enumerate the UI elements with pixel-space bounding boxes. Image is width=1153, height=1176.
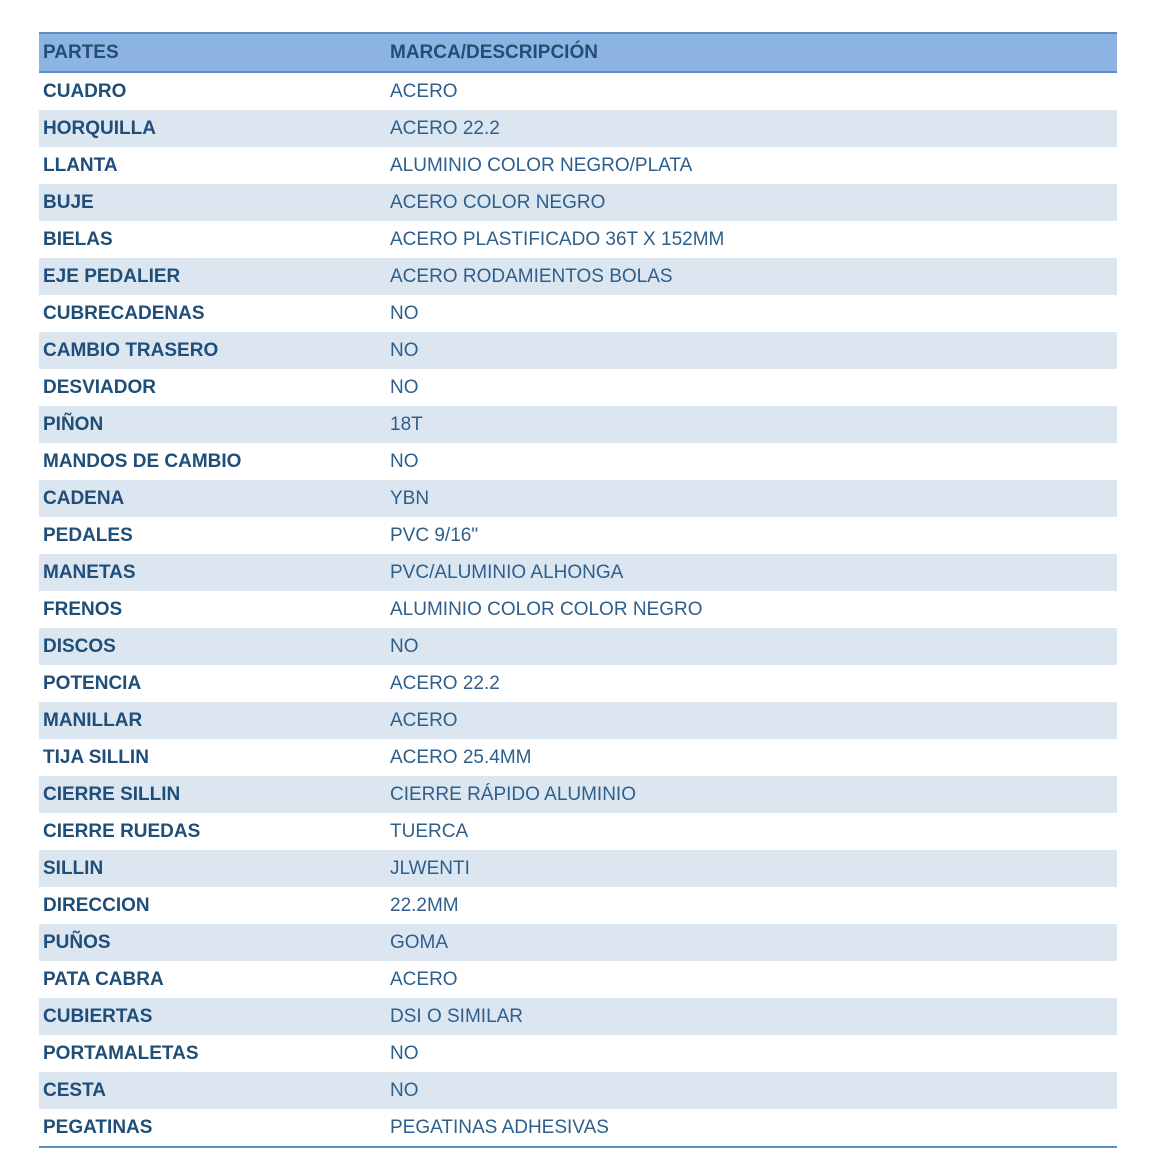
table-row (39, 258, 1117, 295)
part-description: ACERO RODAMIENTOS BOLAS (390, 266, 673, 287)
part-description: ACERO (390, 710, 458, 731)
part-name: TIJA SILLIN (43, 747, 149, 768)
table-row (39, 739, 1117, 776)
part-description: DSI O SIMILAR (390, 1006, 524, 1027)
part-description: NO (390, 377, 419, 398)
part-name: CIERRE RUEDAS (43, 821, 201, 842)
part-description: YBN (390, 488, 430, 509)
part-description: NO (390, 451, 419, 472)
part-name: MANETAS (43, 562, 136, 583)
table-row (39, 776, 1117, 813)
part-description: ALUMINIO COLOR COLOR NEGRO (390, 599, 703, 620)
table-row (39, 332, 1117, 369)
part-name: PIÑON (43, 414, 104, 435)
part-description: NO (390, 636, 419, 657)
part-name: DIRECCION (43, 895, 150, 916)
part-description: PVC 9/16" (390, 525, 479, 546)
table-row (39, 147, 1117, 184)
part-name: BUJE (43, 192, 94, 213)
table-row (39, 72, 1117, 110)
part-name: CAMBIO TRASERO (43, 340, 219, 361)
part-description: 22.2MM (390, 895, 459, 916)
table-row (39, 480, 1117, 517)
part-name: CADENA (43, 488, 125, 509)
part-name: EJE PEDALIER (43, 266, 181, 287)
table-header (39, 33, 1117, 72)
table-row (39, 887, 1117, 924)
part-description: ACERO PLASTIFICADO 36T X 152MM (390, 229, 725, 250)
part-name: BIELAS (43, 229, 113, 250)
part-description: CIERRE RÁPIDO ALUMINIO (390, 784, 636, 805)
part-name: LLANTA (43, 155, 118, 176)
table-row (39, 221, 1117, 258)
table-row (39, 665, 1117, 702)
part-description: ACERO COLOR NEGRO (390, 192, 606, 213)
part-description: 18T (390, 414, 423, 435)
header-parts: PARTES (39, 33, 390, 72)
part-description: NO (390, 1080, 419, 1101)
part-name: CUBIERTAS (43, 1006, 153, 1027)
part-description: PEGATINAS ADHESIVAS (390, 1109, 1117, 1147)
part-name: PEDALES (43, 525, 133, 546)
part-description: NO (390, 303, 419, 324)
table-row (39, 406, 1117, 443)
part-description: JLWENTI (390, 858, 470, 879)
table-body (39, 72, 1117, 1147)
table-row (39, 1035, 1117, 1072)
table-row (39, 702, 1117, 739)
part-name: DISCOS (43, 636, 116, 657)
table-row (39, 443, 1117, 480)
table-row (39, 961, 1117, 998)
part-name: PUÑOS (43, 932, 111, 953)
part-description: TUERCA (390, 821, 469, 842)
table-row (39, 1072, 1117, 1109)
part-name: HORQUILLA (43, 118, 156, 139)
part-description: GOMA (390, 932, 449, 953)
table-row (39, 850, 1117, 887)
part-description: ACERO 22.2 (390, 673, 500, 694)
part-name: POTENCIA (43, 673, 142, 694)
table-row (39, 628, 1117, 665)
part-description: ALUMINIO COLOR NEGRO/PLATA (390, 155, 693, 176)
table-row (39, 591, 1117, 628)
table-row (39, 295, 1117, 332)
table-row (39, 813, 1117, 850)
table-row (39, 184, 1117, 221)
part-name: CIERRE SILLIN (43, 784, 181, 805)
part-description: ACERO (390, 81, 458, 102)
part-description: ACERO (390, 969, 458, 990)
table-row (39, 1109, 1117, 1147)
part-name: CUADRO (43, 81, 127, 102)
part-name: FRENOS (43, 599, 123, 620)
table-row (39, 554, 1117, 591)
header-row (39, 33, 1117, 72)
header-description: MARCA/DESCRIPCIÓN (390, 33, 1117, 72)
part-name: PATA CABRA (43, 969, 164, 990)
table-row (39, 998, 1117, 1035)
table-row (39, 110, 1117, 147)
part-name: SILLIN (43, 858, 104, 879)
part-name: MANILLAR (43, 710, 143, 731)
part-name: MANDOS DE CAMBIO (43, 451, 242, 472)
parts-spec-table (39, 32, 1117, 1148)
part-name: DESVIADOR (43, 377, 156, 398)
part-name: CESTA (43, 1080, 106, 1101)
part-description: ACERO 25.4MM (390, 747, 532, 768)
table-row (39, 369, 1117, 406)
part-name: PEGATINAS (39, 1109, 390, 1147)
part-description: NO (390, 340, 419, 361)
part-description: ACERO 22.2 (390, 118, 500, 139)
part-description: PVC/ALUMINIO ALHONGA (390, 562, 624, 583)
part-name: PORTAMALETAS (43, 1043, 199, 1064)
part-description: NO (390, 1043, 419, 1064)
table-row (39, 924, 1117, 961)
part-name: CUBRECADENAS (43, 303, 205, 324)
table-row (39, 517, 1117, 554)
